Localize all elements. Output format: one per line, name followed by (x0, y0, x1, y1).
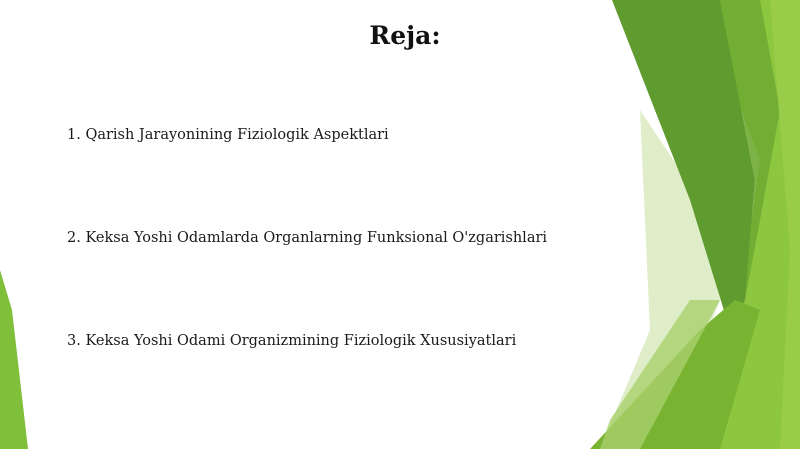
agenda-item-2: 2. Keksa Yoshi Odamlarda Organlarning Funksional O'zgarishlari (67, 230, 548, 246)
left-green-sliver (0, 270, 28, 449)
agenda-item-1: 1. Qarish Jarayonining Fiziologik Aspektlari (67, 127, 389, 143)
slide-title: Reja: (369, 21, 441, 50)
agenda-item-3: 3. Keksa Yoshi Odami Organizmining Fiziologik Xususiyatlari (67, 333, 517, 349)
